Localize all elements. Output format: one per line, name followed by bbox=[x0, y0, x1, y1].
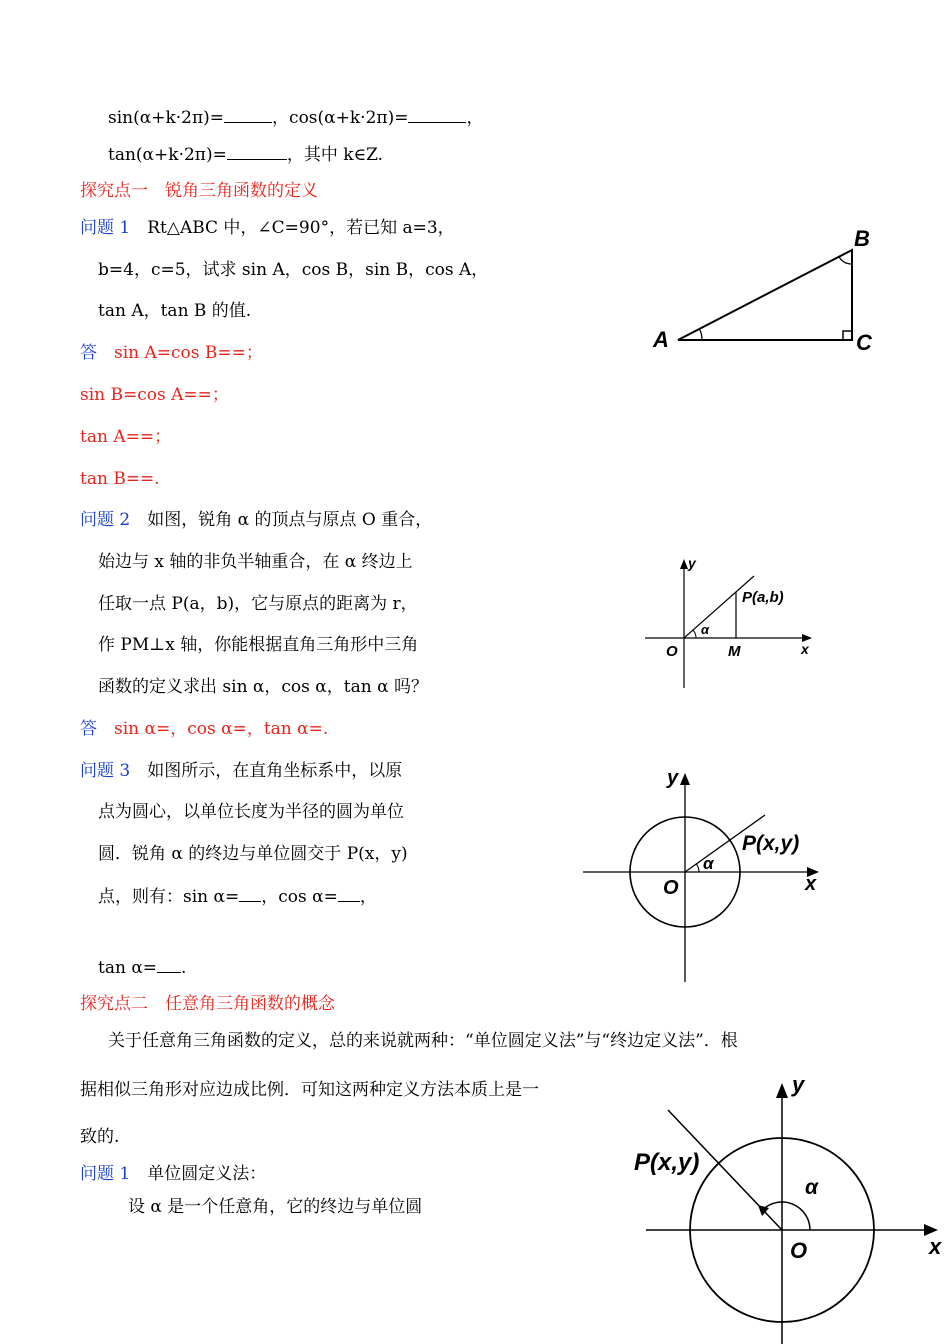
angle-arc bbox=[693, 630, 696, 638]
question-label: 问题 1 bbox=[80, 218, 131, 238]
right-angle-mark bbox=[843, 331, 852, 340]
label-alpha: α bbox=[703, 854, 714, 873]
formula-line-1: sin(α+k·2π)= ，cos(α+k·2π)= ， bbox=[108, 108, 484, 128]
paragraph-line-3: 致的. bbox=[80, 1127, 120, 1147]
label-o: O bbox=[790, 1238, 808, 1263]
blank bbox=[157, 956, 181, 973]
section-heading-2: 探究点二 任意角三角函数的概念 bbox=[80, 994, 335, 1014]
question-3-line-2: 点为圆心，以单位长度为半径的圆为单位 bbox=[98, 802, 404, 822]
answer-label: 答 bbox=[80, 343, 97, 363]
label-x: x bbox=[929, 1234, 942, 1259]
question-2: 问题 2 如图，锐角 α 的顶点与原点 O 重合， bbox=[80, 510, 433, 530]
label-y: y bbox=[792, 1072, 805, 1097]
question-3-line-3: 圆．锐角 α 的终边与单位圆交于 P(x，y) bbox=[98, 844, 408, 864]
section-2-question-1: 问题 1 单位圆定义法： bbox=[80, 1164, 267, 1184]
triangle-shape bbox=[678, 250, 852, 340]
triangle-figure bbox=[640, 220, 890, 360]
y-axis-arrow bbox=[680, 559, 688, 569]
formula-tan-period: tan(α+k·2π)= bbox=[108, 145, 227, 165]
question-label: 问题 2 bbox=[80, 510, 131, 530]
question-2-line-3: 任取一点 P(a，b)，它与原点的距离为 r， bbox=[98, 594, 418, 614]
y-axis-arrow bbox=[680, 773, 690, 785]
answer-1-line-4: tan B==. bbox=[80, 469, 160, 489]
question-2-line-5: 函数的定义求出 sin α，cos α，tan α 吗？ bbox=[98, 677, 428, 697]
label-o: O bbox=[663, 877, 679, 899]
label-alpha: α bbox=[805, 1176, 819, 1199]
angle-arc bbox=[696, 864, 699, 872]
label-x: x bbox=[801, 641, 809, 657]
answer-1-line-2: sin B=cos A==； bbox=[80, 385, 229, 405]
blank bbox=[408, 106, 466, 123]
angle-arc-a bbox=[700, 329, 703, 340]
formula-sin-period: sin(α+k·2π)= bbox=[108, 108, 225, 128]
angle-coordinate-figure bbox=[640, 550, 830, 695]
blank bbox=[338, 885, 360, 902]
label-p: P(x,y) bbox=[742, 832, 800, 855]
question-3: 问题 3 如图所示，在直角坐标系中，以原 bbox=[80, 761, 403, 781]
blank bbox=[227, 143, 287, 160]
blank bbox=[239, 885, 261, 902]
angle-arc-b bbox=[839, 257, 852, 264]
answer-1-line-1: 答 sin A=cos B==； bbox=[80, 343, 263, 363]
label-alpha: α bbox=[701, 622, 710, 637]
question-1: 问题 1 Rt△ABC 中，∠C=90°，若已知 a=3， bbox=[80, 218, 455, 238]
question-2-line-4: 作 PM⊥x 轴，你能根据直角三角形中三角 bbox=[98, 635, 419, 655]
question-label: 问题 1 bbox=[80, 1164, 131, 1184]
label-p: P(x,y) bbox=[634, 1149, 700, 1176]
answer-label: 答 bbox=[80, 719, 97, 739]
label-o: O bbox=[666, 643, 678, 660]
label-y: y bbox=[688, 555, 696, 571]
answer-2: 答 sin α=，cos α=，tan α=. bbox=[80, 719, 329, 739]
vertex-label-c: C bbox=[856, 330, 872, 355]
question-2-line-2: 始边与 x 轴的非负半轴重合，在 α 终边上 bbox=[98, 552, 413, 572]
terminal-side bbox=[684, 576, 754, 638]
label-y: y bbox=[667, 767, 679, 789]
vertex-label-b: B bbox=[854, 226, 870, 251]
paragraph-line-2: 据相似三角形对应边成比例．可知这两种定义方法本质上是一 bbox=[80, 1080, 539, 1100]
paragraph-line-1: 关于任意角三角函数的定义，总的来说就两种：“单位圆定义法”与“终边定义法”．根 bbox=[108, 1031, 738, 1051]
unit-circle-arbitrary-figure bbox=[628, 1070, 950, 1344]
vertex-label-a: A bbox=[653, 327, 669, 352]
question-1-line-2: b=4，c=5，试求 sin A，cos B，sin B，cos A， bbox=[98, 260, 489, 280]
question-3-line-4: 点，则有：sin α= ，cos α= ， bbox=[98, 887, 377, 907]
answer-1-line-3: tan A==； bbox=[80, 427, 172, 447]
label-x: x bbox=[805, 873, 817, 895]
label-p: P(a,b) bbox=[742, 589, 784, 606]
angle-arc bbox=[763, 1202, 810, 1230]
formula-cos-period: ，cos(α+k·2π)= bbox=[272, 108, 409, 128]
question-label: 问题 3 bbox=[80, 761, 131, 781]
section-heading-1: 探究点一 锐角三角函数的定义 bbox=[80, 181, 318, 201]
blank bbox=[224, 106, 272, 123]
formula-line-2: tan(α+k·2π)= ，其中 k∈Z. bbox=[108, 145, 384, 165]
section-2-question-1-line-2: 设 α 是一个任意角，它的终边与单位圆 bbox=[128, 1197, 423, 1217]
unit-circle-acute-figure bbox=[575, 760, 840, 985]
label-m: M bbox=[728, 643, 741, 660]
y-axis-arrow bbox=[776, 1083, 788, 1098]
question-3-line-5: tan α= . bbox=[98, 958, 187, 978]
question-1-line-3: tan A，tan B 的值. bbox=[98, 301, 252, 321]
